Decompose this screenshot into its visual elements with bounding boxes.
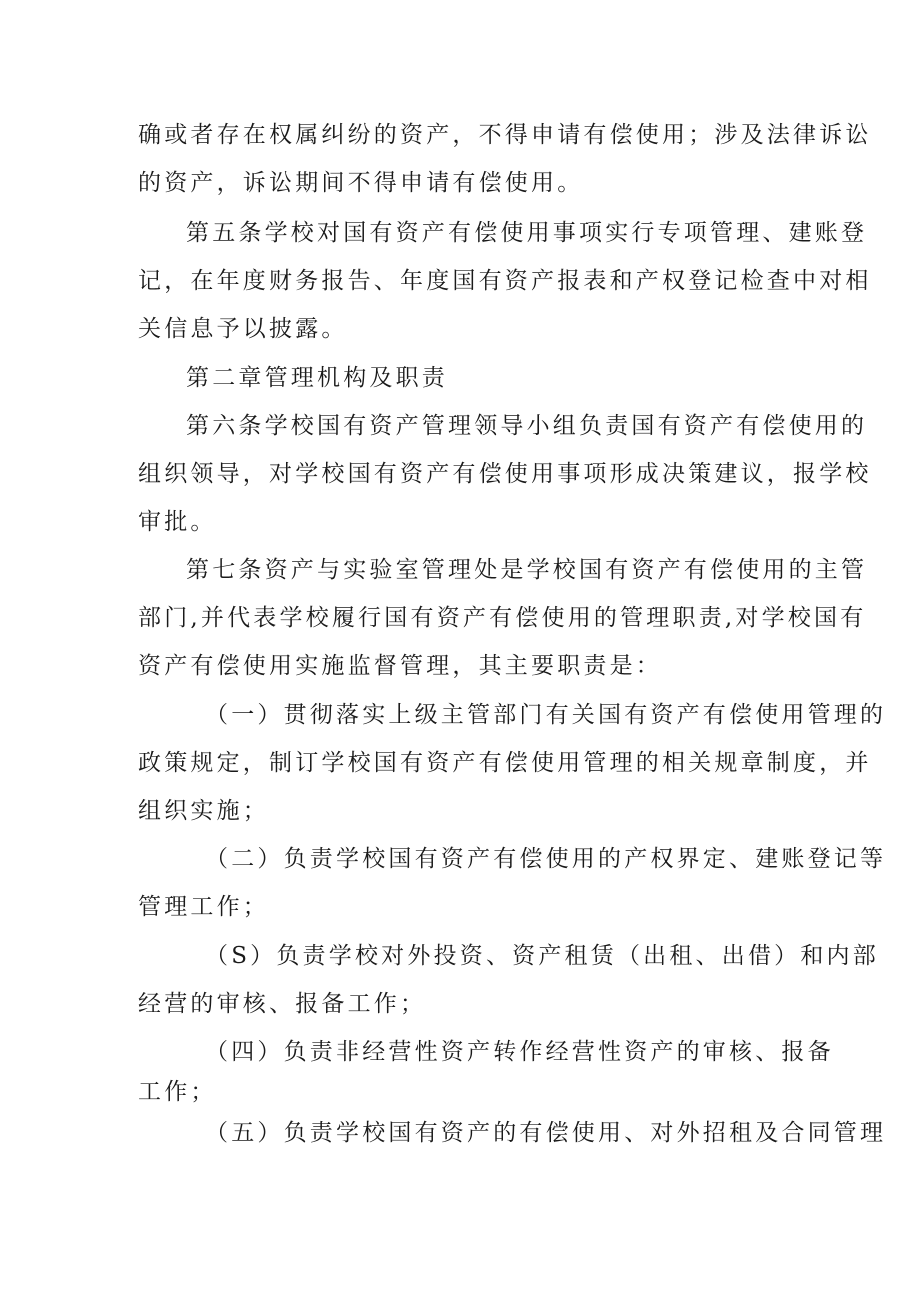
- chapter-heading: 第二章管理机构及职责: [186, 365, 448, 391]
- item-4-line: （四）负责非经营性资产转作经营性资产的审核、报备: [205, 1039, 834, 1065]
- paragraph-line: 经营的审核、报备工作；: [138, 991, 427, 1017]
- item-1-line: （一）贯彻落实上级主管部门有关国有资产有偿使用管理的: [205, 702, 887, 728]
- item-5-line: （五）负责学校国有资产的有偿使用、对外招租及合同管理: [205, 1120, 887, 1146]
- paragraph-line: 工作；: [138, 1079, 217, 1105]
- article-7-line: 第七条资产与实验室管理处是学校国有资产有偿使用的主管: [186, 557, 868, 583]
- paragraph-line: 组织领导，对学校国有资产有偿使用事项形成决策建议，报学校: [138, 461, 872, 487]
- paragraph-line: 确或者存在权属纠纷的资产，不得申请有偿使用；涉及法律诉讼: [138, 122, 872, 148]
- article-6-line: 第六条学校国有资产管理领导小组负责国有资产有偿使用的: [186, 413, 868, 439]
- paragraph-line: 政策规定，制订学校国有资产有偿使用管理的相关规章制度，并: [138, 750, 872, 776]
- item-3-line: （S）负责学校对外投资、资产租赁（出租、出借）和内部: [205, 943, 879, 969]
- paragraph-line: 组织实施；: [138, 798, 269, 824]
- paragraph-line: 的资产，诉讼期间不得申请有偿使用。: [138, 170, 584, 196]
- article-5-line: 第五条学校对国有资产有偿使用事项实行专项管理、建账登: [186, 220, 868, 246]
- paragraph-line: 审批。: [138, 509, 217, 535]
- paragraph-line: 资产有偿使用实施监督管理，其主要职责是：: [138, 653, 662, 679]
- paragraph-line: 关信息予以披露。: [138, 316, 348, 342]
- paragraph-line: 部门,并代表学校履行国有资产有偿使用的管理职责,对学校国有: [138, 605, 867, 631]
- paragraph-line: 管理工作；: [138, 894, 269, 920]
- item-2-line: （二）负责学校国有资产有偿使用的产权界定、建账登记等: [205, 846, 887, 872]
- paragraph-line: 记，在年度财务报告、年度国有资产报表和产权登记检查中对相: [138, 268, 872, 294]
